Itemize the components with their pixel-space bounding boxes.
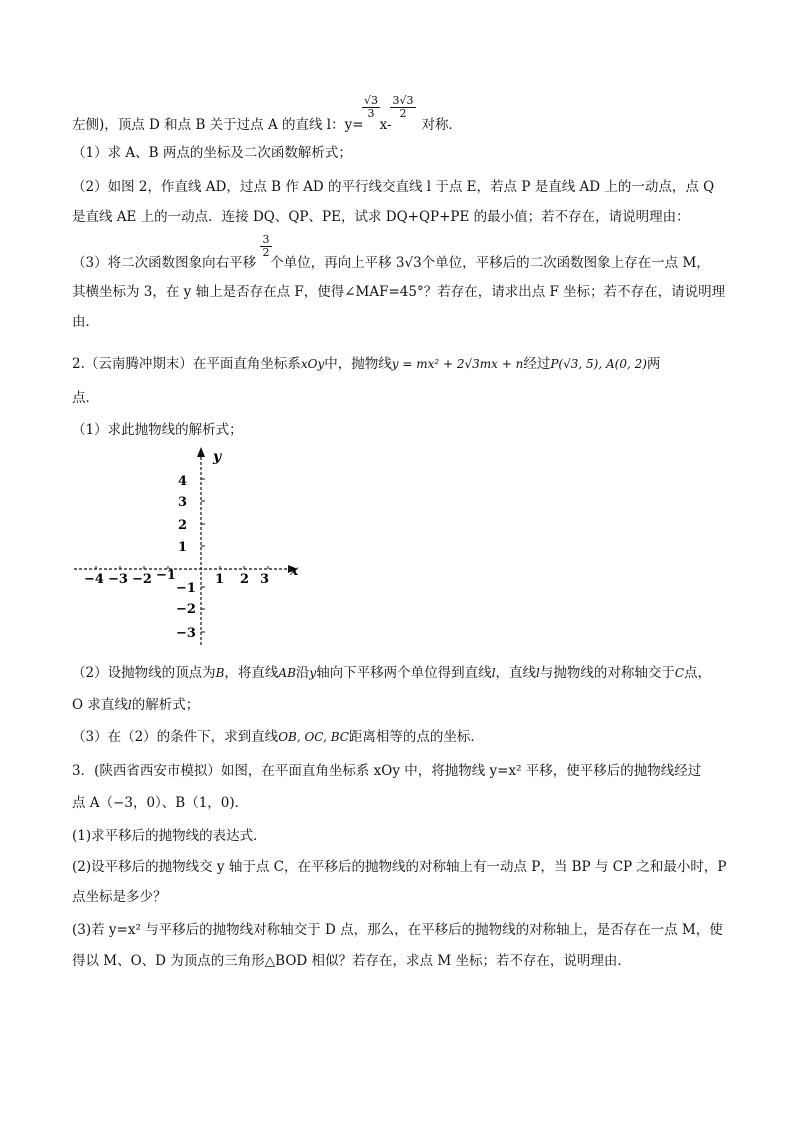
y-tick-label: −2 <box>176 602 196 617</box>
p2-question-1: （1）求此抛物线的解析式； <box>72 422 243 438</box>
coordinate-axes-figure <box>70 445 310 655</box>
x-tick-label: 1 <box>215 572 225 587</box>
p3-question-3-line-2: 得以 M、O、D 为顶点的三角形△BOD 相似？若存在，求点 M 坐标；若不存在，说明理由． <box>72 953 631 969</box>
x-tick-label: 3 <box>260 572 270 587</box>
fraction-denominator: 2 <box>390 107 416 120</box>
p2-heading-line-2: 点． <box>72 390 99 406</box>
x-tick-label: 2 <box>240 572 250 587</box>
p3-question-1: (1)求平移后的抛物线的表达式． <box>72 828 267 844</box>
x-tick-label: −4 <box>84 572 104 587</box>
y-axis-label: y <box>213 449 222 465</box>
fraction-numerator: 3√3 <box>392 94 414 107</box>
p1-question-1: （1）求 A、B 两点的坐标及二次函数解析式； <box>72 145 352 161</box>
p2-heading-line-1: 2.（云南腾冲期末）在平面直角坐标系xOy中，抛物线y = mx² + 2√3mx + n经过P(√3, 5), A(0, 2)两 <box>72 356 661 372</box>
y-tick-label: −3 <box>176 626 196 641</box>
fraction-denominator: 2 <box>260 246 272 259</box>
p3-question-2-line-2: 点坐标是多少？ <box>72 889 167 905</box>
p3-question-3-line-1: (3)若 y=x² 与平移后的抛物线对称轴交于 D 点，那么，在平移后的抛物线的对称轴上，是否存在一点 M，使 <box>72 922 723 938</box>
x-axis-label: x <box>290 563 299 579</box>
p2-question-2-line-1: （2）设抛物线的顶点为B，将直线AB沿y轴向下平移两个单位得到直线l，直线l与抛物线的对称轴交于C点， <box>72 665 712 681</box>
p1-question-2-line-1: （2）如图 2，作直线 AD，过点 B 作 AD 的平行线交直线 l 于点 E，若点 P 是直线 AD 上的一动点，点 Q <box>72 179 715 195</box>
fraction-denominator: 3 <box>362 107 380 120</box>
p3-heading-line-1: 3．(陕西省西安市模拟）如图，在平面直角坐标系 xOy 中，将抛物线 y=x² 平移，使平移后的抛物线经过 <box>72 763 702 779</box>
p1-question-3-line-1: （3）将二次函数图象向右平移 个单位，再向上平移 3√3个单位，平移后的二次函数图象上存在一点 M， <box>72 255 710 271</box>
y-tick-label: 4 <box>178 474 188 489</box>
y-tick-label: 1 <box>178 540 188 555</box>
x-tick-label: −1 <box>156 568 176 583</box>
p1-question-3-line-2: 其横坐标为 3，在 y 轴上是否存在点 F，使得∠MAF=45°？若存在，请求出点 F 坐标；若不存在，请说明理 <box>72 284 726 300</box>
p3-question-2-line-1: (2)设平移后的抛物线交 y 轴于点 C，在平移后的抛物线的对称轴上有一动点 P，当 BP 与 CP 之和最小时，P <box>72 859 727 875</box>
y-tick-label: 2 <box>178 518 188 533</box>
p1-question-3-line-3: 由． <box>72 314 99 330</box>
p2-question-2-line-2: O 求直线l的解析式； <box>72 697 200 713</box>
fraction-numerator: √3 <box>363 94 378 107</box>
y-tick-label: 3 <box>178 495 188 510</box>
fraction-numerator: 3 <box>262 233 270 246</box>
x-tick-label: −3 <box>108 572 128 587</box>
p3-heading-line-2: 点 A（−3，0）、B（1，0)． <box>72 795 249 811</box>
p2-question-3: （3）在（2）的条件下，求到直线OB, OC, BC距离相等的点的坐标． <box>72 729 484 745</box>
y-axis-arrow <box>197 447 205 457</box>
p1-question-2-line-2: 是直线 AE 上的一动点．连接 DQ、QP、PE，试求 DQ+QP+PE 的最小值；若不存在，请说明理由： <box>72 209 690 225</box>
x-tick-label: −2 <box>132 572 152 587</box>
y-tick-label: −1 <box>176 581 196 596</box>
p1-line-1: 左侧)，顶点 D 和点 B 关于过点 A 的直线 l：y= x- 对称． <box>72 117 463 133</box>
